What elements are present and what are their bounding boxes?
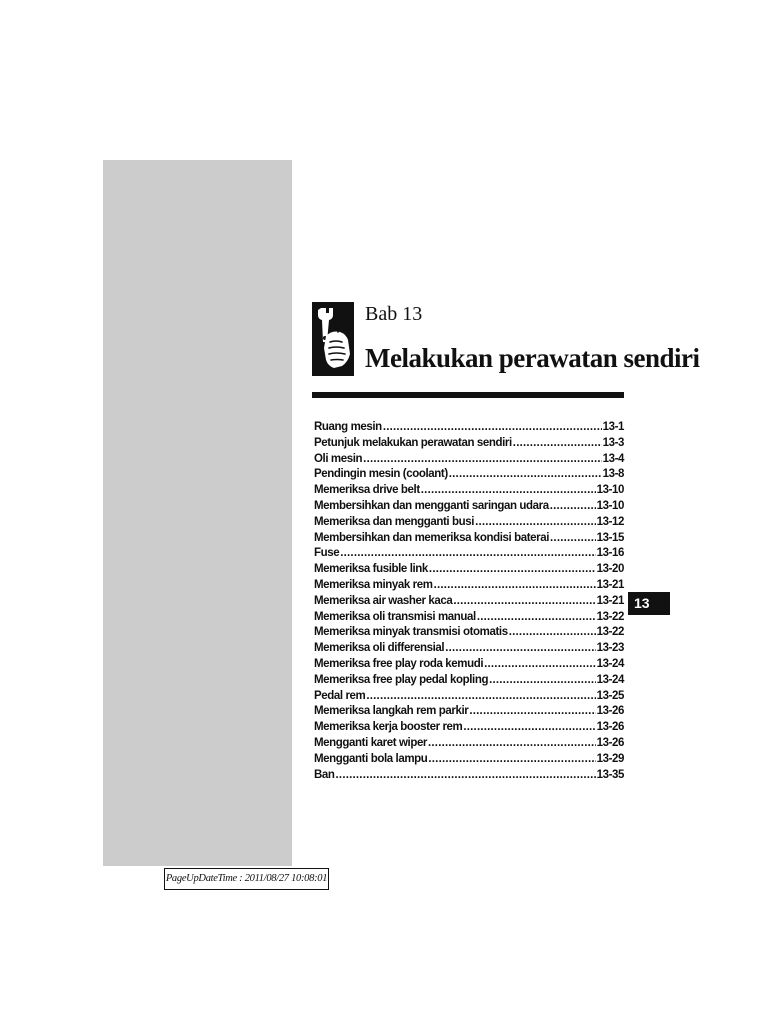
toc-item-label: Memeriksa langkah rem parkir xyxy=(314,705,469,718)
toc-leader xyxy=(550,531,596,547)
toc-item-page: 13-1 xyxy=(602,421,624,433)
toc-item-page: 13-21 xyxy=(596,578,624,591)
toc-item[interactable] xyxy=(314,689,624,705)
toc-leader xyxy=(513,436,602,452)
toc-leader xyxy=(340,546,595,562)
toc-leader xyxy=(449,467,602,483)
toc-item-page: 13-8 xyxy=(602,468,624,481)
toc-item-page: 13-24 xyxy=(596,657,624,670)
toc-item-label: Pedal rem xyxy=(314,689,366,702)
toc-item-page: 13-25 xyxy=(596,689,624,702)
toc-leader xyxy=(363,452,601,468)
toc-leader xyxy=(421,483,596,499)
toc-item-label: Pendingin mesin (coolant) xyxy=(314,468,448,481)
toc-item-label: Fuse xyxy=(314,547,340,560)
toc-item-label: Mengganti karet wiper xyxy=(314,736,428,749)
toc-item-label: Memeriksa free play pedal kopling xyxy=(314,673,489,686)
toc-leader xyxy=(453,594,595,610)
toc-item-label: Oli mesin xyxy=(314,452,363,465)
toc-item-page: 13-35 xyxy=(596,768,624,781)
toc-item[interactable] xyxy=(314,562,624,578)
title-divider xyxy=(312,392,624,398)
toc-item-page: 13-3 xyxy=(602,436,624,449)
toc-item[interactable] xyxy=(314,578,624,594)
toc-item-label: Memeriksa fusible link xyxy=(314,563,428,576)
toc-item-label: Ban xyxy=(314,768,335,781)
toc-item-page: 13-29 xyxy=(596,752,624,765)
toc-item-page: 13-16 xyxy=(596,547,624,560)
toc-leader xyxy=(429,562,596,578)
toc-item[interactable] xyxy=(314,594,624,610)
toc-item[interactable] xyxy=(314,752,624,768)
toc-item-page: 13-10 xyxy=(596,499,624,512)
toc-item[interactable] xyxy=(314,499,624,515)
toc-leader xyxy=(366,689,595,705)
toc-item-page: 13-26 xyxy=(596,736,624,749)
side-gray-panel xyxy=(103,160,292,866)
toc-item-page: 13-15 xyxy=(596,531,624,544)
toc-leader xyxy=(428,736,596,752)
toc-item-label: Memeriksa kerja booster rem xyxy=(314,721,463,734)
toc-item-page: 13-23 xyxy=(596,642,624,655)
toc-item-label: Mengganti bola lampu xyxy=(314,752,428,765)
toc-leader xyxy=(475,515,596,531)
toc-item[interactable] xyxy=(314,657,624,673)
toc-leader xyxy=(477,610,596,626)
toc-item-page: 13-10 xyxy=(596,484,624,497)
toc-item-page: 13-20 xyxy=(596,563,624,576)
toc-item[interactable] xyxy=(314,625,624,641)
toc-leader xyxy=(550,499,596,515)
toc-item[interactable] xyxy=(314,452,624,468)
page-update-timestamp: PageUpDateTime : 2011/08/27 10:08:01 xyxy=(164,868,329,890)
toc-item-label: Petunjuk melakukan perawatan sendiri xyxy=(314,436,512,449)
chapter-number-label: Bab 13 xyxy=(365,303,423,325)
toc-item[interactable] xyxy=(314,641,624,657)
toc-item-label: Memeriksa oli transmisi manual xyxy=(314,610,476,623)
toc-item-page: 13-26 xyxy=(596,721,624,734)
toc-item-page: 13-22 xyxy=(596,610,624,623)
toc-leader xyxy=(463,720,595,736)
toc-item[interactable] xyxy=(314,720,624,736)
toc-item[interactable] xyxy=(314,673,624,689)
toc-leader xyxy=(428,752,595,768)
toc-item-page: 13-21 xyxy=(596,594,624,607)
toc-item-label: Membersihkan dan mengganti saringan udara xyxy=(314,499,549,512)
toc-item[interactable] xyxy=(314,704,624,720)
toc-item[interactable] xyxy=(314,467,624,483)
toc-leader xyxy=(445,641,595,657)
table-of-contents xyxy=(314,420,624,783)
toc-item-page: 13-4 xyxy=(602,452,624,465)
toc-leader xyxy=(509,625,596,641)
toc-item-page: 13-26 xyxy=(596,705,624,718)
toc-item-label: Memeriksa dan mengganti busi xyxy=(314,515,475,528)
toc-item[interactable] xyxy=(314,736,624,752)
toc-item-label: Memeriksa minyak rem xyxy=(314,578,433,591)
toc-item-page: 13-22 xyxy=(596,626,624,639)
toc-item-label: Memeriksa air washer kaca xyxy=(314,594,453,607)
toc-item-label: Memeriksa free play roda kemudi xyxy=(314,657,484,670)
toc-item-page: 13-12 xyxy=(596,515,624,528)
toc-item-label: Memeriksa oli differensial xyxy=(314,642,445,655)
toc-item[interactable] xyxy=(314,768,624,784)
toc-item[interactable] xyxy=(314,610,624,626)
toc-item[interactable] xyxy=(314,483,624,499)
toc-item[interactable] xyxy=(314,436,624,452)
toc-leader xyxy=(489,673,596,689)
toc-item-label: Ruang mesin xyxy=(314,421,382,433)
toc-leader xyxy=(383,420,602,436)
toc-item[interactable] xyxy=(314,531,624,547)
toc-leader xyxy=(484,657,595,673)
toc-item-label: Memeriksa drive belt xyxy=(314,484,420,497)
toc-item[interactable] xyxy=(314,546,624,562)
toc-leader xyxy=(469,704,595,720)
toc-leader xyxy=(336,768,596,784)
toc-item-label: Membersihkan dan memeriksa kondisi baterai xyxy=(314,531,550,544)
toc-leader xyxy=(434,578,596,594)
chapter-tab-badge[interactable]: 13 xyxy=(628,592,670,615)
toc-item[interactable] xyxy=(314,515,624,531)
chapter-title: Melakukan perawatan sendiri xyxy=(365,343,700,373)
wrench-hand-icon xyxy=(312,302,354,376)
toc-item[interactable] xyxy=(314,420,624,436)
toc-item-page: 13-24 xyxy=(596,673,624,686)
toc-item-label: Memeriksa minyak transmisi otomatis xyxy=(314,626,508,639)
